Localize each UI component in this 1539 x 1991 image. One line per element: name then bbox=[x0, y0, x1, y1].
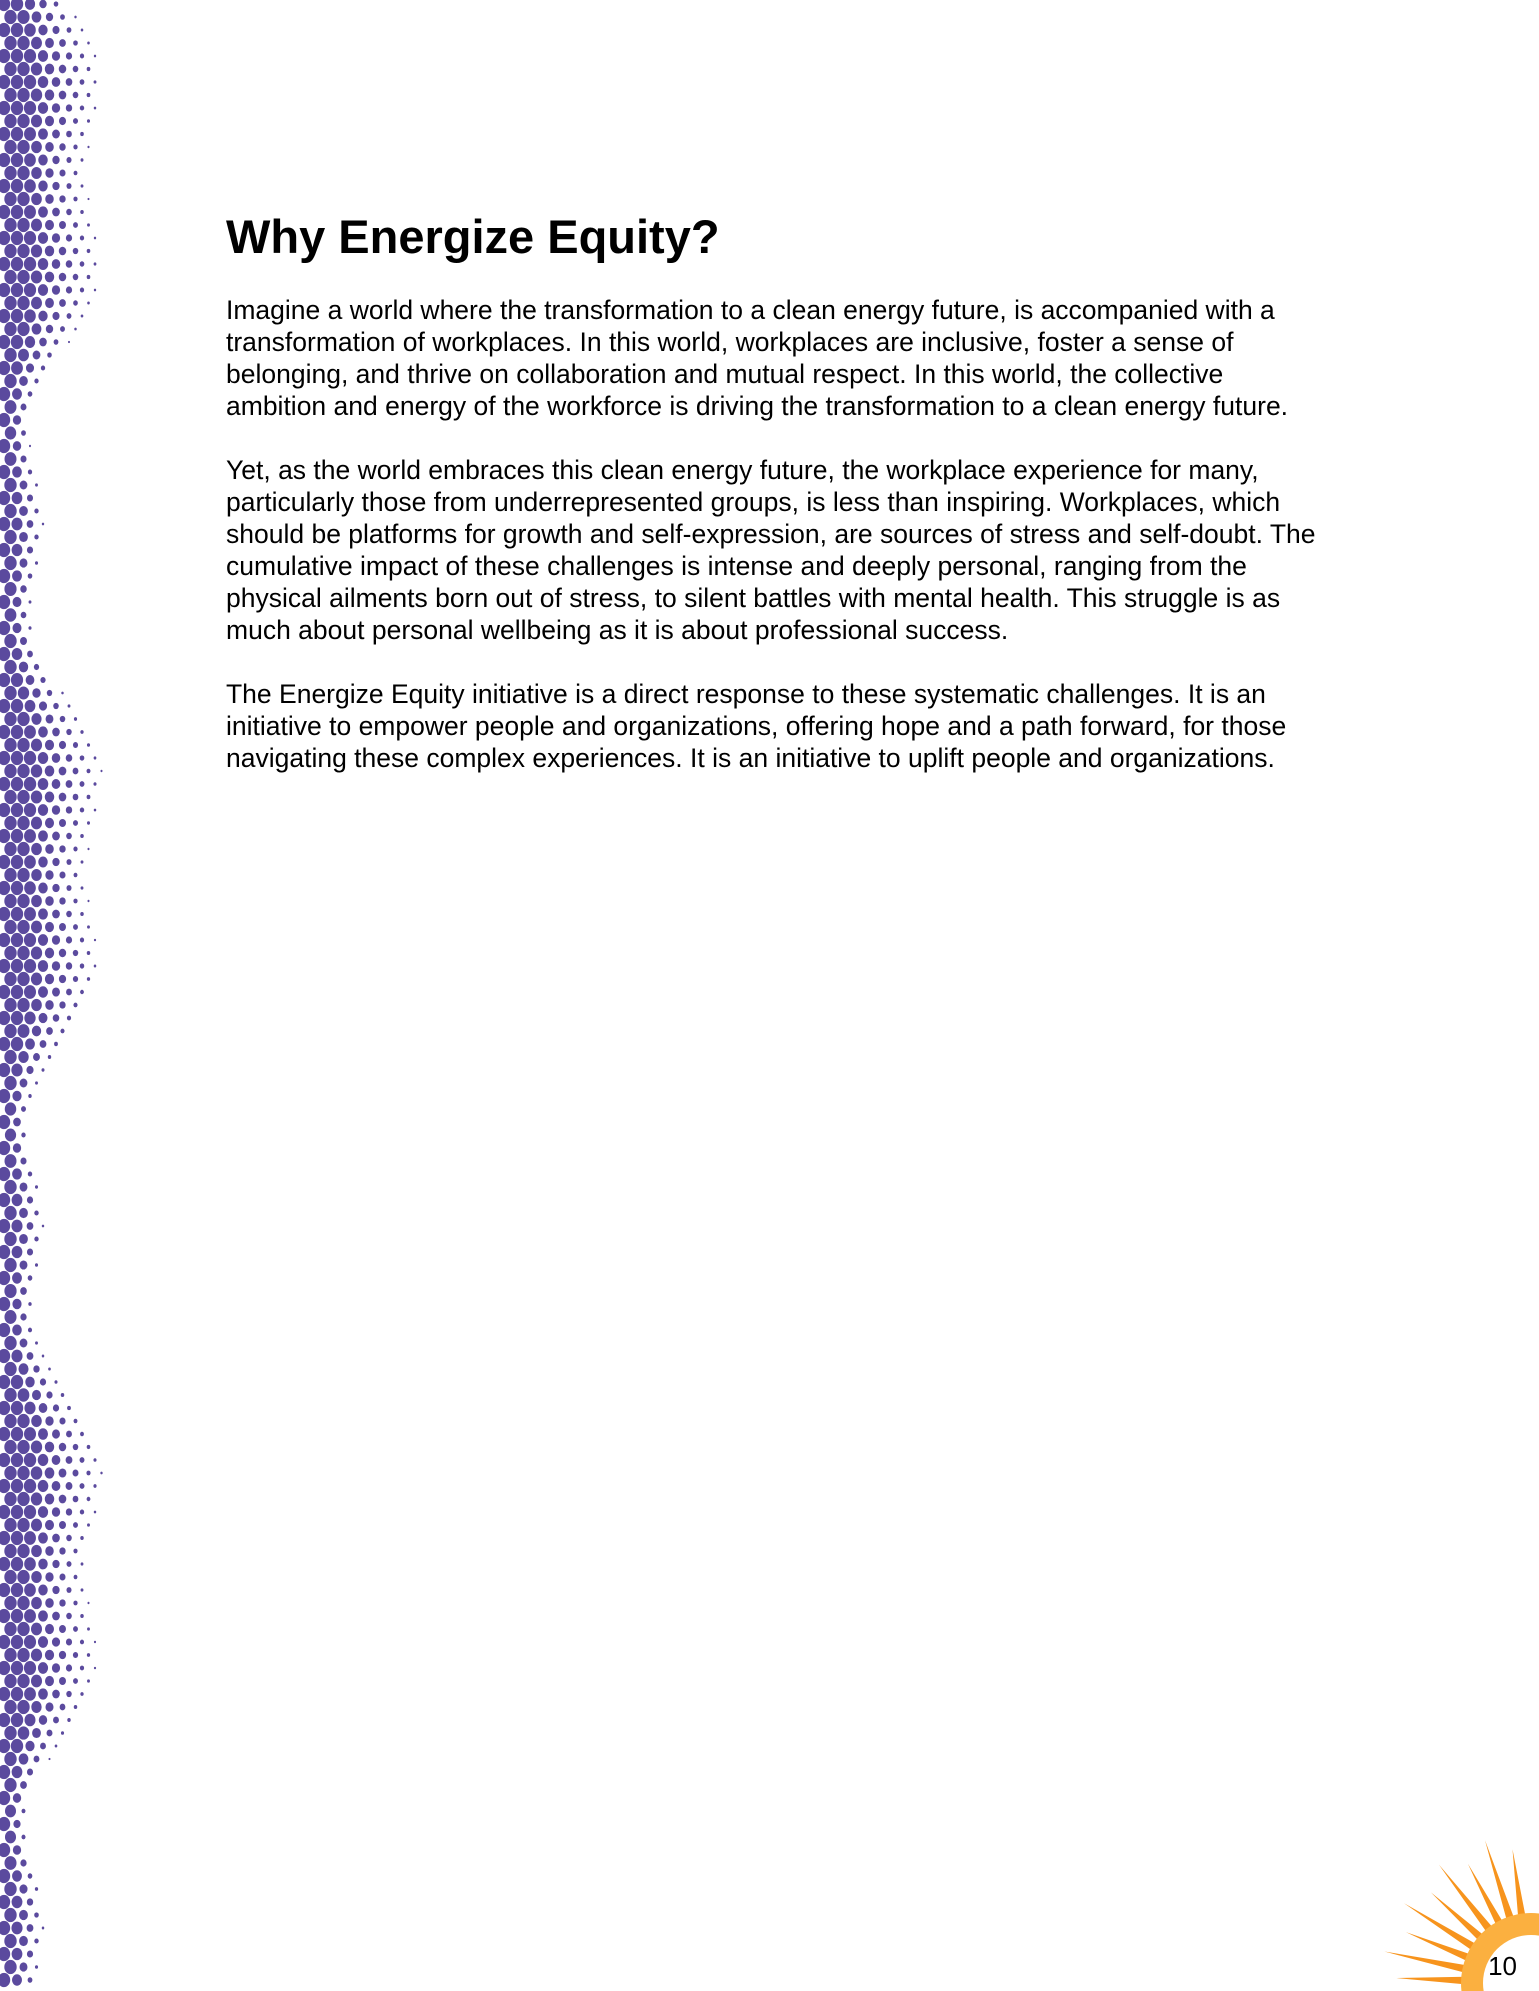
halftone-dot-border bbox=[0, 0, 140, 1991]
page-title: Why Energize Equity? bbox=[226, 210, 720, 263]
paragraph-2: Yet, as the world embraces this clean energy future, the workplace experience for many, particularly those from underrepresented groups, is less than inspiring. Workplaces, which should be platforms for growth and self-expression, are sources of stress and self-doubt. The cumulative impact of these challenges is intense and deeply personal, ranging from the physical ailments born out of stress, to silent battles with mental health. This struggle is as much about personal wellbeing as it is about professional success. bbox=[226, 455, 1316, 646]
page-content bbox=[226, 210, 1326, 806]
paragraph-3: The Energize Equity initiative is a direct response to these systematic challenges. It is an initiative to empower people and organizations, offering hope and a path forward, for those navigating these complex experiences. It is an initiative to uplift people and organizations. bbox=[226, 679, 1287, 774]
page-number: 10 bbox=[1488, 1951, 1517, 1981]
paragraph-1: Imagine a world where the transformation to a clean energy future, is accompanied with a transformation of workplaces. In this world, workplaces are inclusive, foster a sense of belonging, and thrive on collaboration and mutual respect. In this world, the collective ambition and energy of the workforce is driving the transformation to a clean energy future. bbox=[226, 295, 1289, 422]
